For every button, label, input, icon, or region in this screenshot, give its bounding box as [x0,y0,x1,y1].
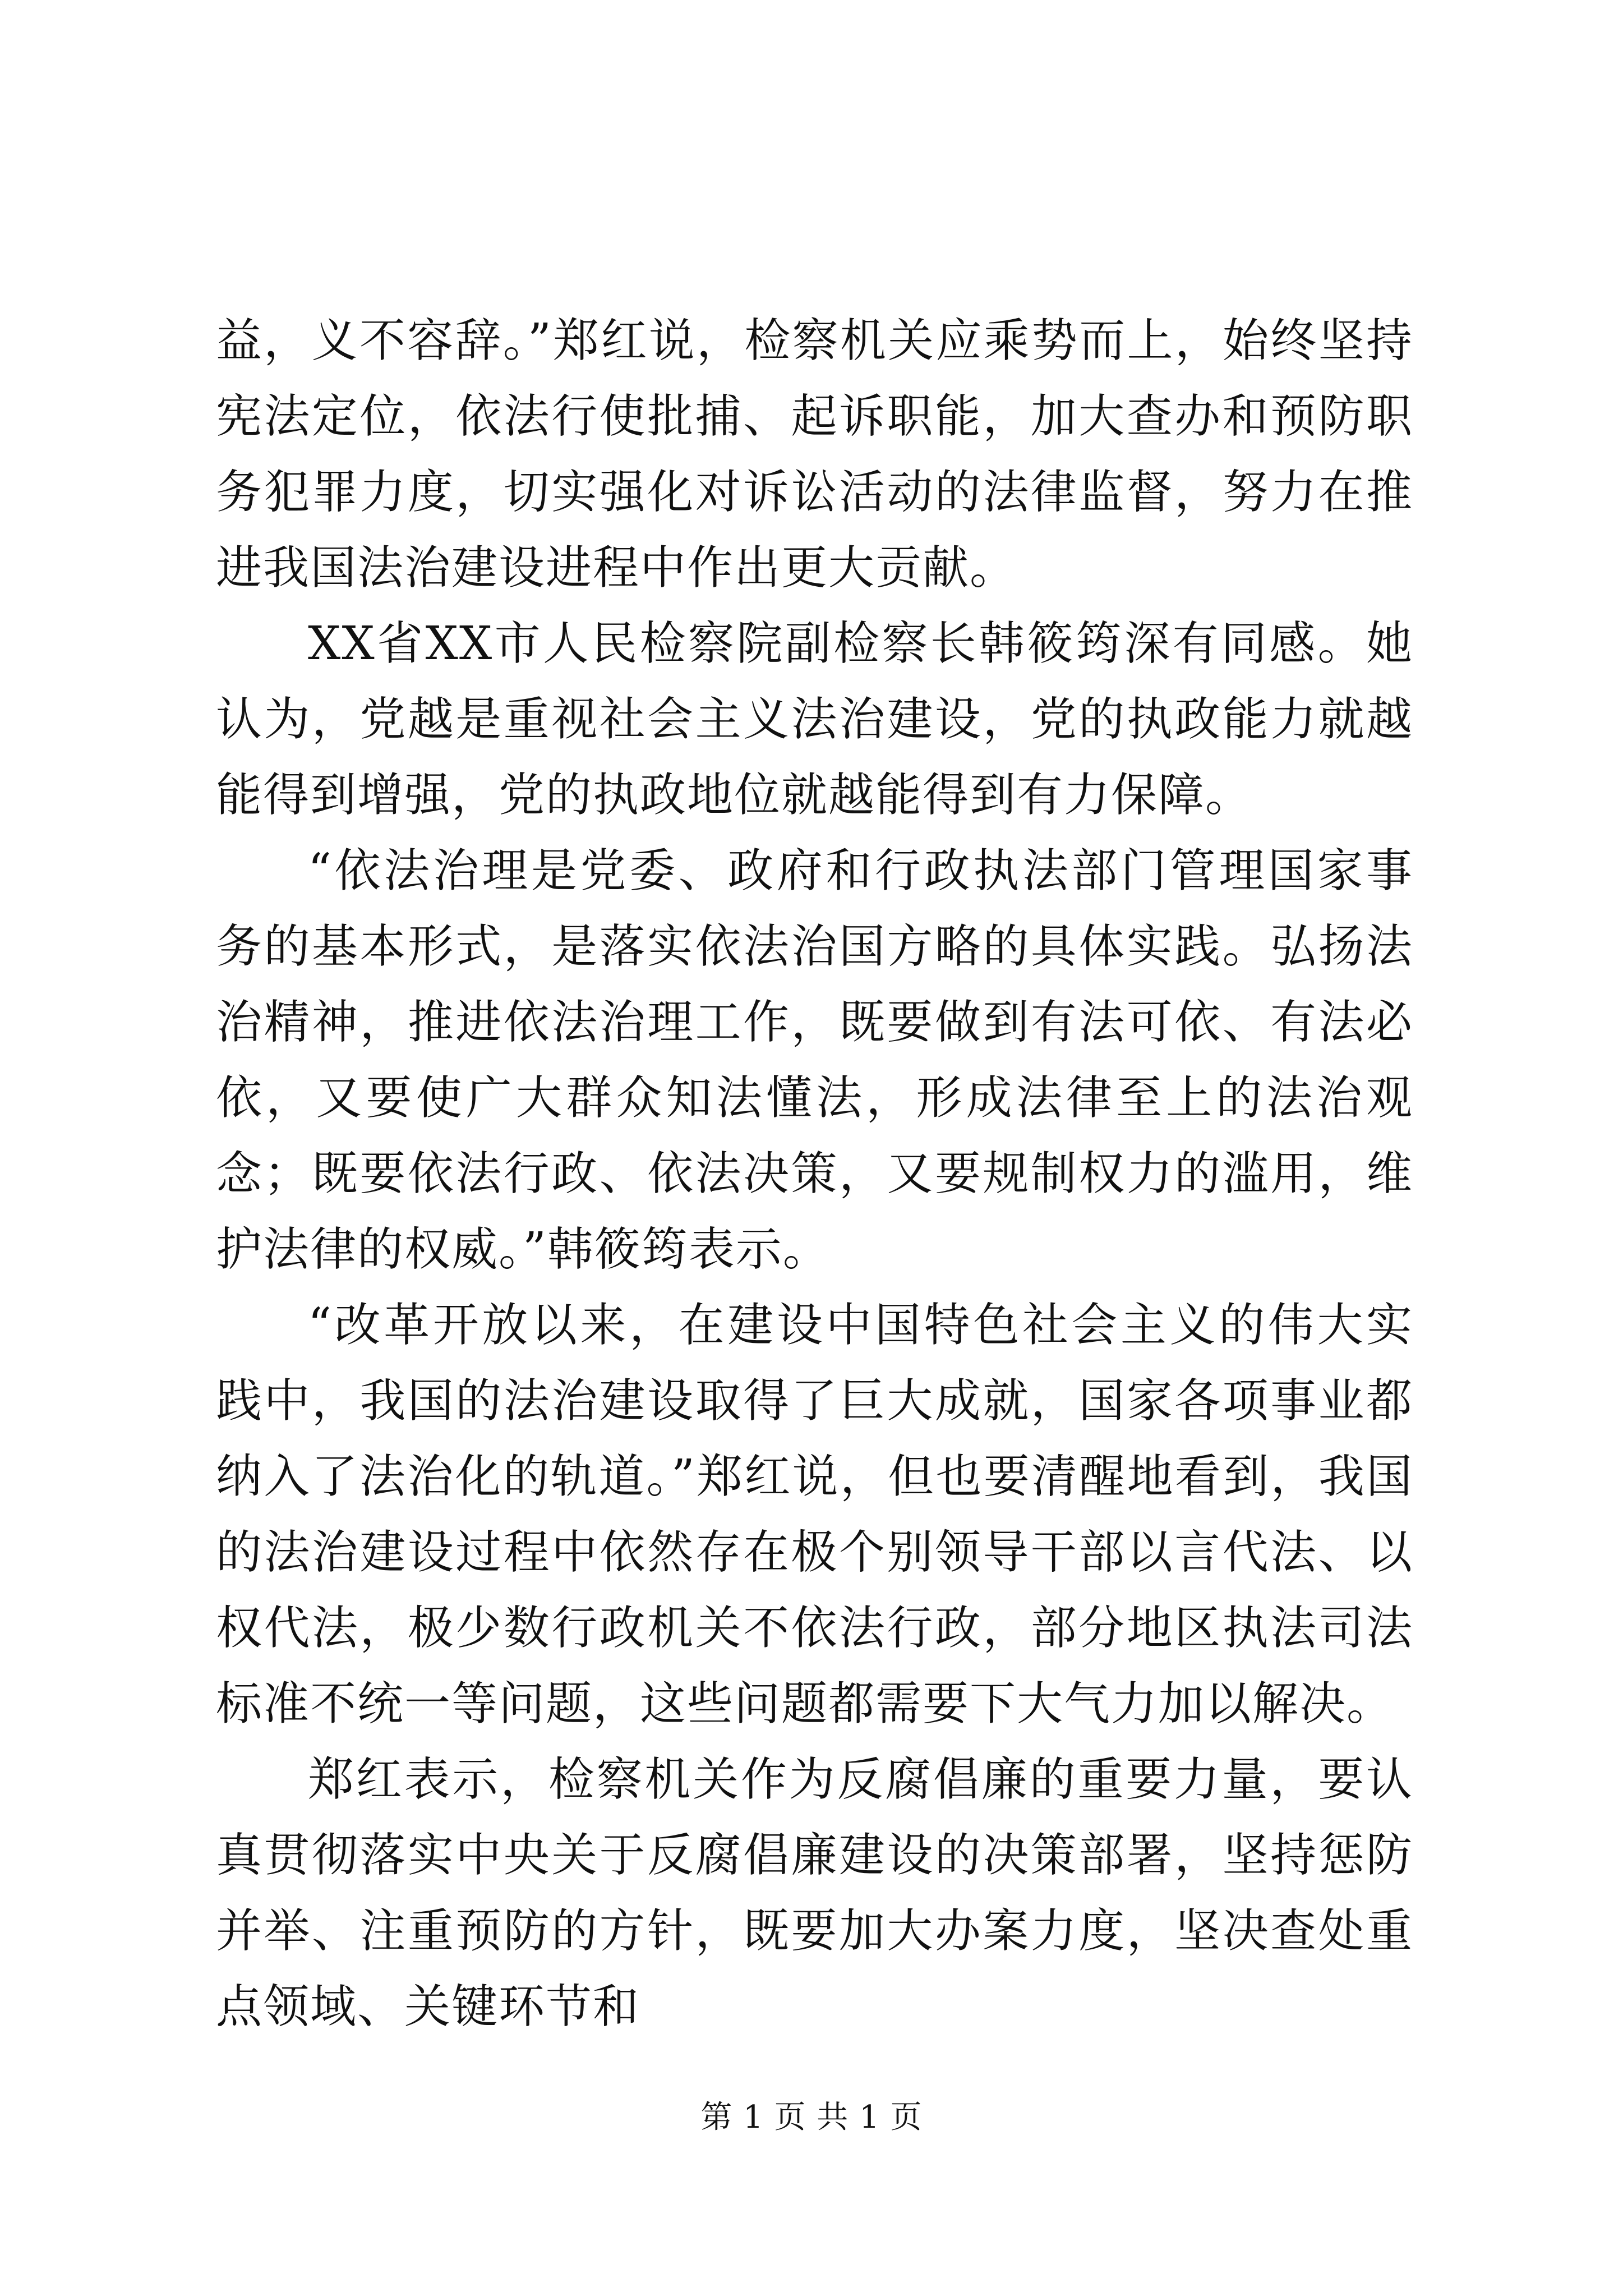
page-number-footer: 第 1 页 共 1 页 [700,2099,923,2136]
paragraph-han-xiaoyun-agrees: XX省XX市人民检察院副检察长韩筱筠深有同感。她认为，党越是重视社会主义法治建设，党的执政能力就越能得到增强，党的执政地位就越能得到有力保障。 [216,617,1413,822]
paragraph-reform-and-opening: “改革开放以来，在建设中国特色社会主义的伟大实践中，我国的法治建设取得了巨大成就，国家各项事业都纳入了法治化的轨道。”郑红说，但也要清醒地看到，我国的法治建设过程中依然存在极个别领导干部以言代法、以权代法，极少数行政机关不依法行政，部分地区执法司法标准不统一等问题，这些问题都需要下大气力加以解决。 [216,1299,1413,1731]
paragraph-anti-corruption: 郑红表示，检察机关作为反腐倡廉的重要力量，要认真贯彻落实中央关于反腐倡廉建设的决策部署，坚持惩防并举、注重预防的方针，既要加大办案力度，坚决查处重点领域、关键环节和 [216,1753,1413,2033]
paragraph-rule-of-law-governance: “依法治理是党委、政府和行政执法部门管理国家事务的基本形式，是落实依法治国方略的具体实践。弘扬法治精神，推进依法治理工作，既要做到有法可依、有法必依，又要使广大群众知法懂法，形成法律至上的法治观念；既要依法行政、依法决策，又要规制权力的滥用，维护法律的权威。”韩筱筠表示。 [216,844,1413,1276]
document-body [216,303,1413,2045]
paragraph-continuation: 益，义不容辞。”郑红说，检察机关应乘势而上，始终坚持宪法定位，依法行使批捕、起诉职能，加大查办和预防职务犯罪力度，切实强化对诉讼活动的法律监督，努力在推进我国法治建设进程中作出更大贡献。 [216,314,1413,595]
